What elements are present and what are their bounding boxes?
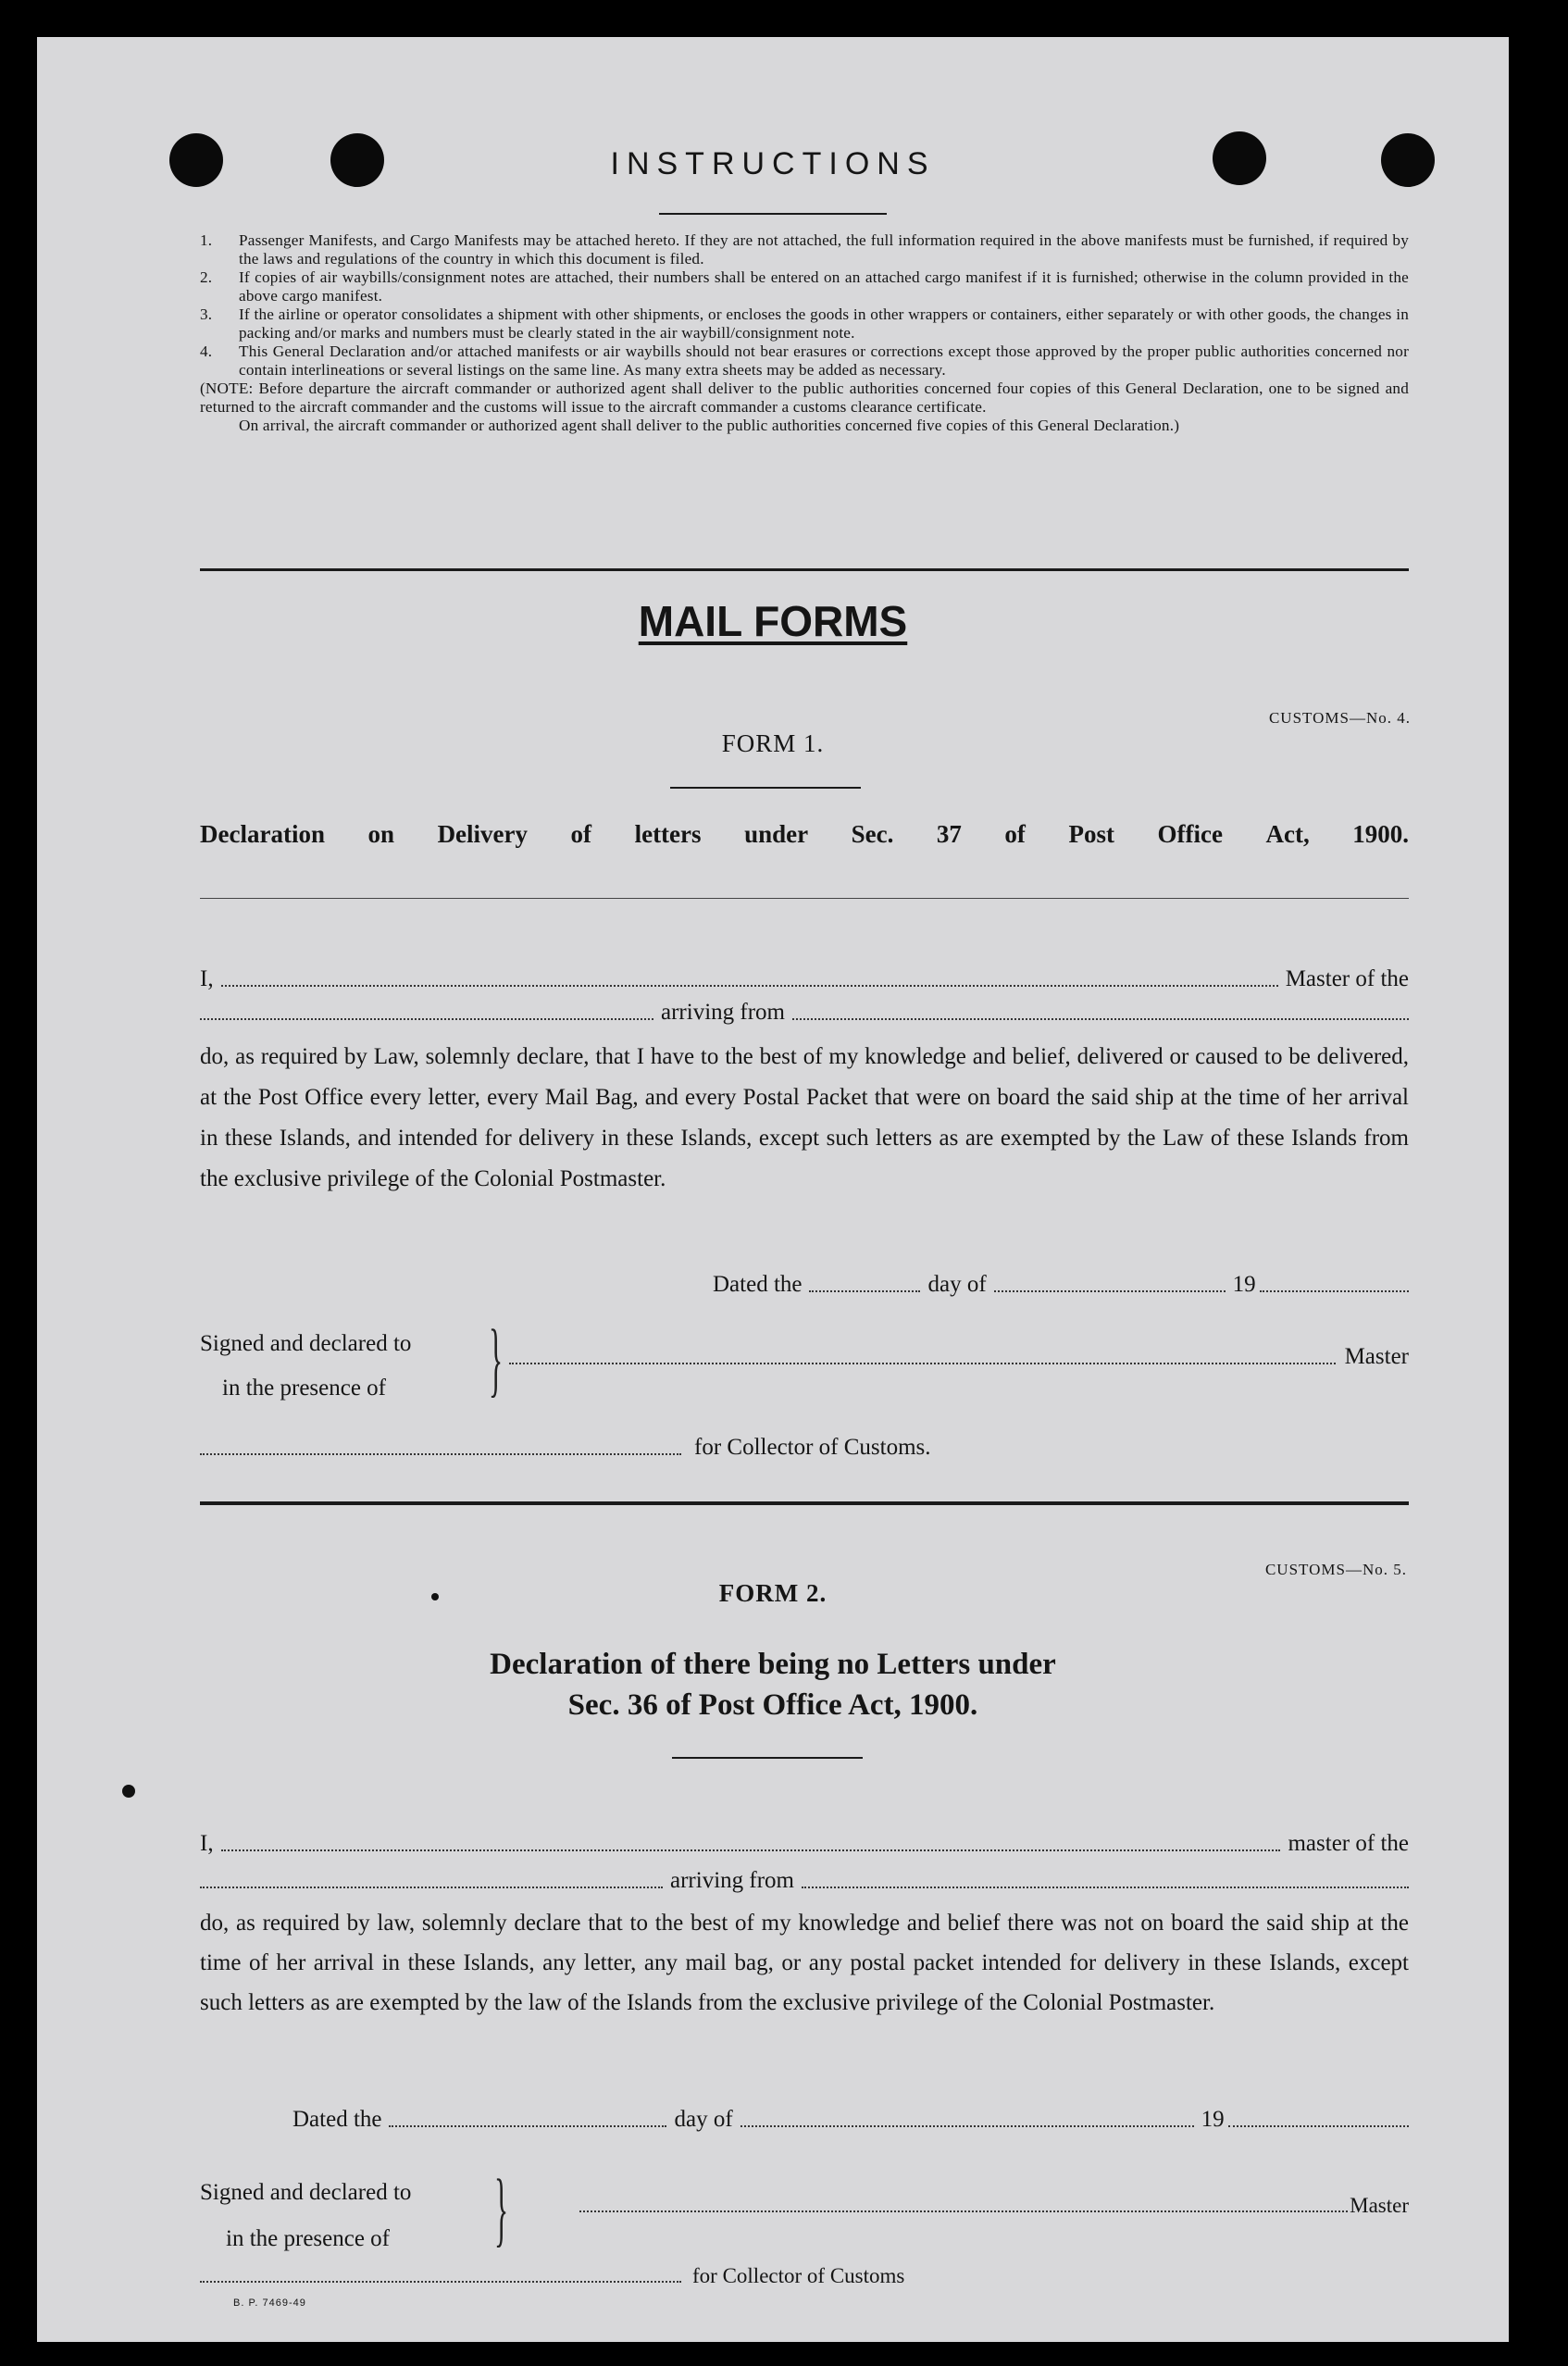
- instruction-note: (NOTE: Before departure the aircraft commander or authorized agent shall deliver to the public authorities concerned four copies of this General Declaration, one to be signed and returned to the aircraft commander and the customs will issue to the aircraft commander a customs clearance certificate.: [200, 380, 1409, 416]
- form2-collector-signature-field[interactable]: [200, 2281, 681, 2283]
- instruction-item: 3. If the airline or operator consolidates a shipment with other shipments, or encloses the goods in other wrappers or containers, either separately or with other goods, the changes in packing and/or marks and numbers must be clearly stated in the air waybill/consignment note.: [200, 305, 1409, 342]
- form2-collector-line: for Collector of Customs: [200, 2264, 1033, 2288]
- form2-master-sign-line: Master: [579, 2194, 1409, 2218]
- instructions-title: INSTRUCTIONS: [610, 146, 936, 181]
- form1-collector-signature-field[interactable]: [200, 1453, 681, 1455]
- form-separator-rule: [200, 1501, 1409, 1505]
- form1-ship-field[interactable]: [200, 1018, 653, 1020]
- form1-customs-ref: CUSTOMS—No. 4.: [1268, 709, 1411, 727]
- form1-name-field[interactable]: [221, 985, 1278, 987]
- form2-name-field[interactable]: [221, 1849, 1281, 1851]
- instructions-list: [200, 231, 1409, 435]
- form2-origin-field[interactable]: [802, 1887, 1409, 1888]
- instructions-title-rule: [659, 213, 887, 215]
- form1-arriving-line: [200, 1000, 1409, 1026]
- form2-declaration: Declaration of there being no Letters under Sec. 36 of Post Office Act, 1900.: [490, 1648, 1056, 1722]
- ink-blot: [122, 1785, 135, 1798]
- form1-master-of-the: Master of the: [1285, 966, 1409, 991]
- form1-master-line: [200, 966, 1409, 992]
- form2-master-signature-field[interactable]: [579, 2210, 1348, 2212]
- instructions-bottom-rule: [200, 568, 1409, 571]
- form1-date-day-field[interactable]: [809, 1290, 920, 1292]
- form2-date-day-field[interactable]: [389, 2125, 666, 2127]
- form1-brace: }: [489, 1314, 504, 1405]
- form1-i-label: I,: [200, 966, 214, 991]
- instruction-item: 1. Passenger Manifests, and Cargo Manifests may be attached hereto. If they are not attached, the full information required in the above manifests must be furnished, if required by the laws and regulations of the country in which this document is filed.: [200, 231, 1409, 268]
- form1-date-year-field[interactable]: [1260, 1290, 1409, 1292]
- form2-customs-ref: CUSTOMS—No. 5.: [1264, 1561, 1407, 1578]
- form1-dated-line: Dated the day of 19: [713, 1272, 1409, 1298]
- form2-signed-label: Signed and declared to in the presence of: [200, 2180, 412, 2251]
- instruction-item: 4. This General Declaration and/or attached manifests or air waybills should not bear erasures or corrections except those approved by the proper public authorities concerned nor contain interlineations or several listings on the same line. As many extra sheets may be added as necessary.: [200, 342, 1409, 379]
- form2-dated-line: Dated the day of 19: [292, 2107, 1409, 2133]
- form1-master-sign-line: Master: [509, 1344, 1409, 1370]
- form2-ship-field[interactable]: [200, 1887, 663, 1888]
- form2-title: FORM 2.: [718, 1579, 828, 1607]
- form1-title: FORM 1.: [721, 729, 825, 757]
- bullet-dot: [431, 1593, 439, 1600]
- form1-collector-line: for Collector of Customs.: [200, 1435, 1033, 1461]
- mail-forms-title: MAIL FORMS: [638, 597, 908, 645]
- form1-date-month-field[interactable]: [994, 1290, 1226, 1292]
- form2-brace: }: [494, 2163, 509, 2255]
- form2-arriving-line: arriving from: [200, 1868, 1409, 1894]
- form2-date-month-field[interactable]: [740, 2125, 1194, 2127]
- form1-declaration: Declaration on Delivery of letters under Sec. 37 of Post Office Act, 1900.: [200, 820, 1409, 848]
- form2-body: do, as required by law, solemnly declare that to the best of my knowledge and belief there was not on board the said ship at the time of her arrival in these Islands, any letter, any mail bag, or any postal packet intended for delivery in these Islands, except such letters as are exempted by the law of the Islands from the exclusive privilege of the Colonial Postmaster.: [200, 1911, 1409, 2015]
- form1-title-rule: [670, 787, 861, 789]
- form2-date-year-field[interactable]: [1228, 2125, 1409, 2127]
- form1-origin-field[interactable]: [792, 1018, 1409, 1020]
- instruction-item: 2. If copies of air waybills/consignment notes are attached, their numbers shall be entered on an attached cargo manifest if it is furnished; otherwise in the column provided in the above cargo manifest.: [200, 268, 1409, 305]
- form2-master-line: I, master of the: [200, 1831, 1409, 1856]
- instruction-note: On arrival, the aircraft commander or authorized agent shall deliver to the public authorities concerned five copies of this General Declaration.): [239, 417, 1180, 434]
- form2-title-rule: [672, 1757, 863, 1759]
- form1-body: do, as required by Law, solemnly declare, that I have to the best of my knowledge and belief, delivered or caused to be delivered, at the Post Office every letter, every Mail Bag, and every Postal Packet that were on board the said ship at the time of her arrival in these Islands, and intended for delivery in these Islands, except such letters as are exempted by the Law of these Islands from the exclusive privilege of the Colonial Postmaster.: [200, 1044, 1409, 1191]
- form1-declaration-rule: [200, 898, 1409, 899]
- print-code: B. P. 7469-49: [233, 2298, 306, 2309]
- form1-arriving-from: arriving from: [661, 1000, 785, 1025]
- document-page: [37, 37, 1509, 2342]
- form1-master-signature-field[interactable]: [509, 1363, 1336, 1364]
- form1-signed-label: Signed and declared to in the presence of: [200, 1331, 412, 1401]
